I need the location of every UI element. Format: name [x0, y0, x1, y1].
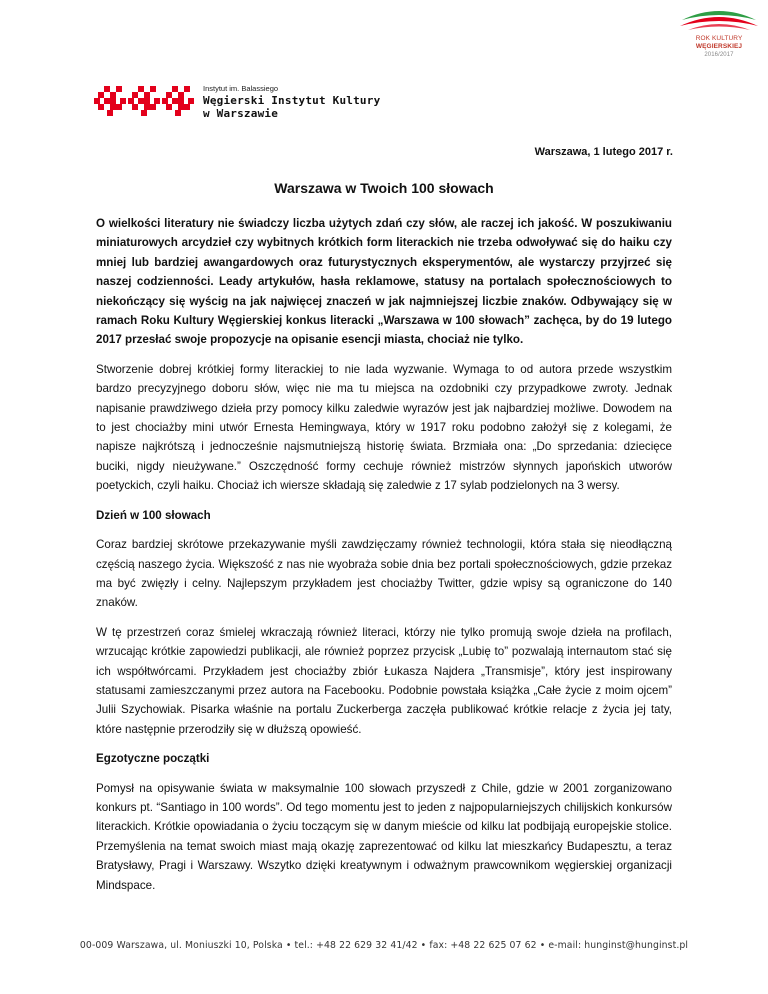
- document-title: Warszawa w Twoich 100 słowach: [274, 180, 494, 196]
- body-paragraph-3: W tę przestrzeń coraz śmielej wkraczają również literaci, którzy nie tylko promują swoje dzieła na profilach, wrzucając krótkie zapowiedzi publikacji, ale również poprzez przycisk „Lubię to” pozwalają internautom stać się ich współtwórcami. Przykładem jest chociażby zbiór Łukasza Najdera „Transmisje”, który jest inspirowany statusami zamieszczanymi przez autora na Facebooku. Podobnie powstała książka „Całe życie z moim ojcem” Julii Szychowiak. Pisarka właśnie na portalu Zuckerberga zaczęła publikować krótkie relacje z życia jej taty, które następnie przerodziły się w dłuższą opowieść.: [96, 625, 672, 736]
- lead-paragraph: O wielkości literatury nie świadczy liczba użytych zdań czy słów, ale raczej ich jakość. W poszukiwaniu miniaturowych arcydzieł czy wybitnych krótkich form literackich nie trzeba odwoływać się do haiku czy mniej lub bardziej awangardowych oraz futurystycznych eksperymentów, ale wystarczy przyjrzeć się naszej codzienności. Leady artykułów, hasła reklamowe, statusy na portalach społecznościowych to niekończący się wyścig na jak najwięcej znaczeń w jak najmniejszej liczbie znaków. Odbywający się w ramach Roku Kultury Węgierskiej konkus literacki „Warszawa w 100 słowach” zachęca, by do 19 lutego 2017 przesłać swoje propozycje na opisanie esencji miasta, chociaż nie tylko.: [96, 217, 672, 347]
- dateline: Warszawa, 1 lutego 2017 r.: [534, 146, 673, 158]
- institute-name-block: [203, 84, 380, 120]
- body-paragraph-4: Pomysł na opisywanie świata w maksymalnie 100 słowach przyszedł z Chile, gdzie w 2001 zorganizowano konkurs pt. “Santiago in 100 words”. Od tego momentu jest to jeden z najpopularniejszych chilijskich konkursów literackich. Krótkie opowiadania o życiu toczącym się w danym mieście od kilku lat podbijają europejskie stolice. Przemyślenia na temat swoich miast mają okazję zaprezentować od kilku lat mieszkańcy Budapesztu, a teraz Bratysławy, Pragi i Warszawy. Wszytko dzięki kreatywnym i odważnym prawcownikom węgierskiej organizacji Mindspace.: [96, 781, 672, 892]
- body-paragraph-1: Stworzenie dobrej krótkiej formy literackiej to nie lada wyzwanie. Wymaga to od autora przede wszystkim bardzo precyzyjnego doboru słów, więc nie ma tu miejsca na ozdobniki czy przypadkowe zwroty. Jednak napisanie prawdziwego dzieła przy pomocy kilku zaledwie wyrazów jest jak najbardziej możliwe. Dowodem na to jest chociażby mini utwór Ernesta Hemingwaya, który w 1917 roku podobno założył się z kolegami, że napisze najkrótszą i jednocześnie najsmutniejszą historię świata. Brzmiała ona: „Do sprzedania: dziecięce buciki, nigdy nieużywane.” Oszczędność formy cechuje również mistrzów słynnych japońskich utworów poetyckich, czyli haiku. Chociaż ich wiersze składają się zaledwie z 17 sylab podzielonych na 3 wersy.: [96, 362, 672, 493]
- institute-folk-pattern-icon: [94, 86, 196, 118]
- institute-name-line1: Węgierski Instytut Kultury: [203, 94, 381, 107]
- section-heading-day: Dzień w 100 słowach: [96, 508, 211, 522]
- institute-small-name: Instytut im. Balassiego: [203, 84, 279, 93]
- body-paragraph-2: Coraz bardziej skrótowe przekazywanie myśli zawdzięczamy również technologii, która stała się nieodłączną częścią naszego życia. Większość z nas nie wyobraża sobie dnia bez portali społecznościowych, gdzie przekaz ma być zwięzły i celny. Najlepszym przykładem jest chociażby Twitter, gdzie wpisy są ograniczone do 140 znaków.: [96, 538, 672, 610]
- campaign-logo-years: 2016/2017: [704, 52, 734, 58]
- campaign-logo-line1: ROK KULTURY: [695, 35, 743, 42]
- document-body: [96, 214, 672, 905]
- section-heading-origins: Egzotyczne początki: [96, 752, 210, 766]
- footer-contact: 00-009 Warszawa, ul. Moniuszki 10, Polska • tel.: +48 22 629 32 41/42 • fax: +48 22 625 07 62 • e-mail: hunginst@hunginst.pl: [79, 940, 689, 951]
- campaign-logo-line1-bold: WĘGIERSKIEJ: [695, 43, 743, 50]
- institute-name-line2: w Warszawie: [203, 107, 279, 120]
- campaign-logo-text: [672, 35, 766, 59]
